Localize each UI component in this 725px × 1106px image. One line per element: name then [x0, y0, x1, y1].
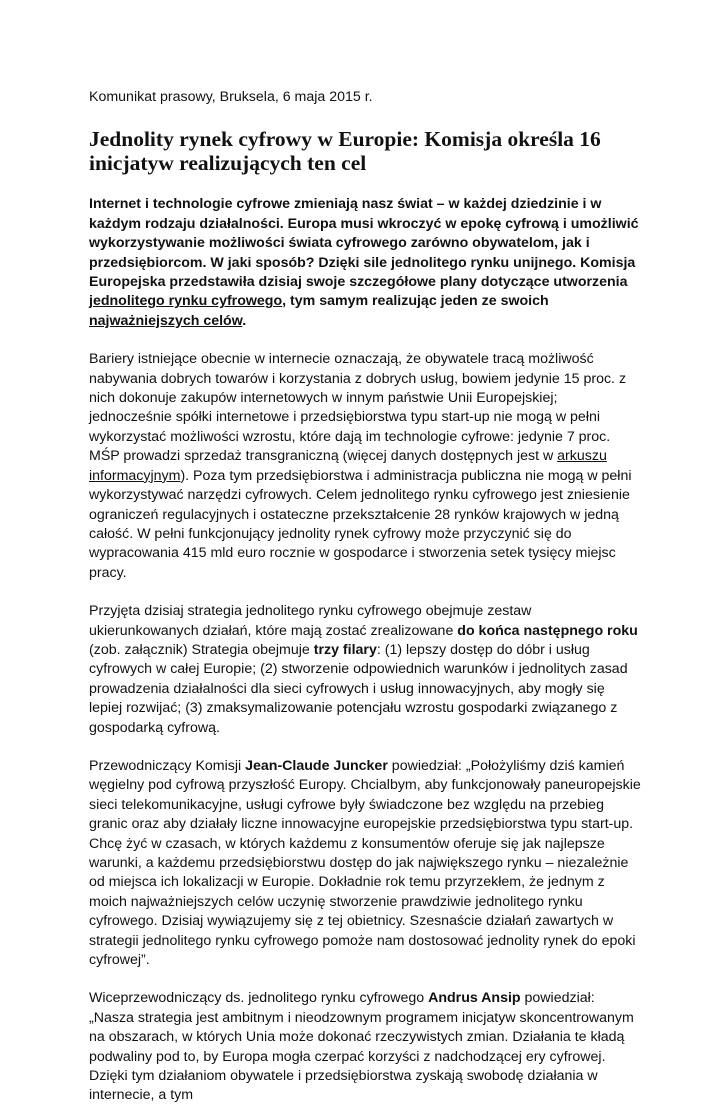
para4-text-2: powiedział: „Nasza strategia jest ambitnym i nieodzownym programem inicjatyw skoncentrowanym na obszarach, w których Unia może dokonać rzeczywistych zmian. Działania te kładą podwaliny pod to, by Europa mogła czerpać korzyści z nadchodzącej ery cyfrowej. Dzięki tym działaniom obywatele i przedsiębiorstwa zyskają swobodę działania w internecie, a tym [89, 990, 634, 1104]
body-paragraph-2 [89, 602, 641, 738]
page-title: Jednolity rynek cyfrowy w Europie: Komisja określa 16 inicjatyw realizujących ten cel [89, 127, 601, 176]
para2-text-3: : (1) lepszy dostęp do dóbr i usług cyfrowych w całej Europie; (2) stworzenie odpowiednich warunków i jednolitych zasad prowadzenia działalności dla sieci cyfrowych i usług innowacyjnych, aby mogły się lepiej rozwijać; (3) zmaksymalizowanie potencjału wzrostu gospodarki związanego z gospodarką cyfrową. [89, 641, 628, 736]
lead-text-3: . [242, 312, 247, 329]
para3-text-1: Przewodniczący Komisji [89, 757, 246, 774]
body-paragraph-3 [89, 757, 641, 970]
factsheet-link[interactable]: arkuszu informacyjnym [89, 448, 607, 484]
digital-single-market-link[interactable]: jednolitego rynku cyfrowego [89, 293, 283, 310]
dateline: Komunikat prasowy, Bruksela, 6 maja 2015 r. [89, 89, 373, 105]
body-paragraph-1 [89, 350, 641, 583]
lead-paragraph [89, 195, 641, 331]
priorities-link[interactable]: najważniejszych celów [89, 312, 243, 329]
para2-bold-1: do końca następnego roku [457, 622, 638, 639]
lead-text-2: , tym samym realizując jeden ze swoich [282, 293, 549, 310]
lead-text-1: Internet i technologie cyfrowe zmieniają nasz świat – w każdej dziedzinie i w każdym rodzaju działalności. Europa musi wkroczyć w epokę cyfrową i umożliwić wykorzystywanie możliwości świata cyfrowego zarówno obywatelom, jak i przedsiębiorcom. W jaki sposób? Dzięki sile jednolitego rynku unijnego. Komisja Europejska przedstawiła dzisiaj swoje szczegółowe plany dotyczące utworzenia [89, 196, 639, 291]
ansip-name: Andrus Ansip [428, 990, 521, 1007]
para2-bold-2: trzy filary [313, 641, 377, 658]
para2-text-1: Przyjęta dzisiaj strategia jednolitego rynku cyfrowego obejmuje zestaw ukierunkowanych działań, które mają zostać zrealizowane [89, 603, 532, 639]
body-paragraph-4 [89, 989, 641, 1105]
para1-text-1: Bariery istniejące obecnie w internecie oznaczają, że obywatele tracą możliwość nabywania dobrych towarów i korzystania z dobrych usług, bowiem jedynie 15 proc. z nich dokonuje zakupów internetowych w innym państwie Unii Europejskiej; jednocześnie spółki internetowe i przedsiębiorstwa typu start-up nie mogą w pełni wykorzystać możliwości wzrostu, które dają im technologie cyfrowe: jedynie 7 proc. MŚP prowadzi sprzedaż transgraniczną (więcej danych dostępnych jest w [89, 351, 627, 465]
para3-text-2: powiedział: „Położyliśmy dziś kamień węgielny pod cyfrową przyszłość Europy. Chcialbym, aby funkcjonowały paneuropejskie sieci telekomunikacyjne, usługi cyfrowe były świadczone bez względu na przebieg granic oraz aby działały liczne innowacyjne europejskie przedsiębiorstwa typu start-up. Chcę żyć w czasach, w których każdemu z konsumentów oferuje się jak najlepsze warunki, a każdemu przedsiębiorstwu dostęp do jak największego rynku – niezależnie od miejsca ich lokalizacji w Europie. Dokładnie rok temu przyrzekłem, że jednym z moich najważniejszych celów uczynię stworzenie prawdziwie jednolitego rynku cyfrowego. Dzisiaj wywiązujemy się z tej obietnicy. Szesnaście działań zawartych w strategii jednolitego rynku cyfrowego pomoże nam dostosować jednolity rynek do epoki cyfrowej”. [89, 757, 641, 969]
para4-text-1: Wiceprzewodniczący ds. jednolitego rynku cyfrowego [89, 990, 429, 1007]
para1-text-2: ). Poza tym przedsiębiorstwa i administracja publiczna nie mogą w pełni wykorzystywać narzędzi cyfrowych. Celem jednolitego rynku cyfrowego jest zniesienie ograniczeń regulacyjnych i ostateczne przekształcenie 28 rynków krajowych w jedną całość. W pełni funkcjonujący jednolity rynek cyfrowy może przyczynić się do wypracowania 415 mld euro rocznie w gospodarce i stworzenia setek tysięcy miejsc pracy. [89, 467, 632, 581]
para2-text-2: (zob. załącznik) Strategia obejmuje [89, 641, 314, 658]
juncker-name: Jean-Claude Juncker [245, 757, 388, 774]
